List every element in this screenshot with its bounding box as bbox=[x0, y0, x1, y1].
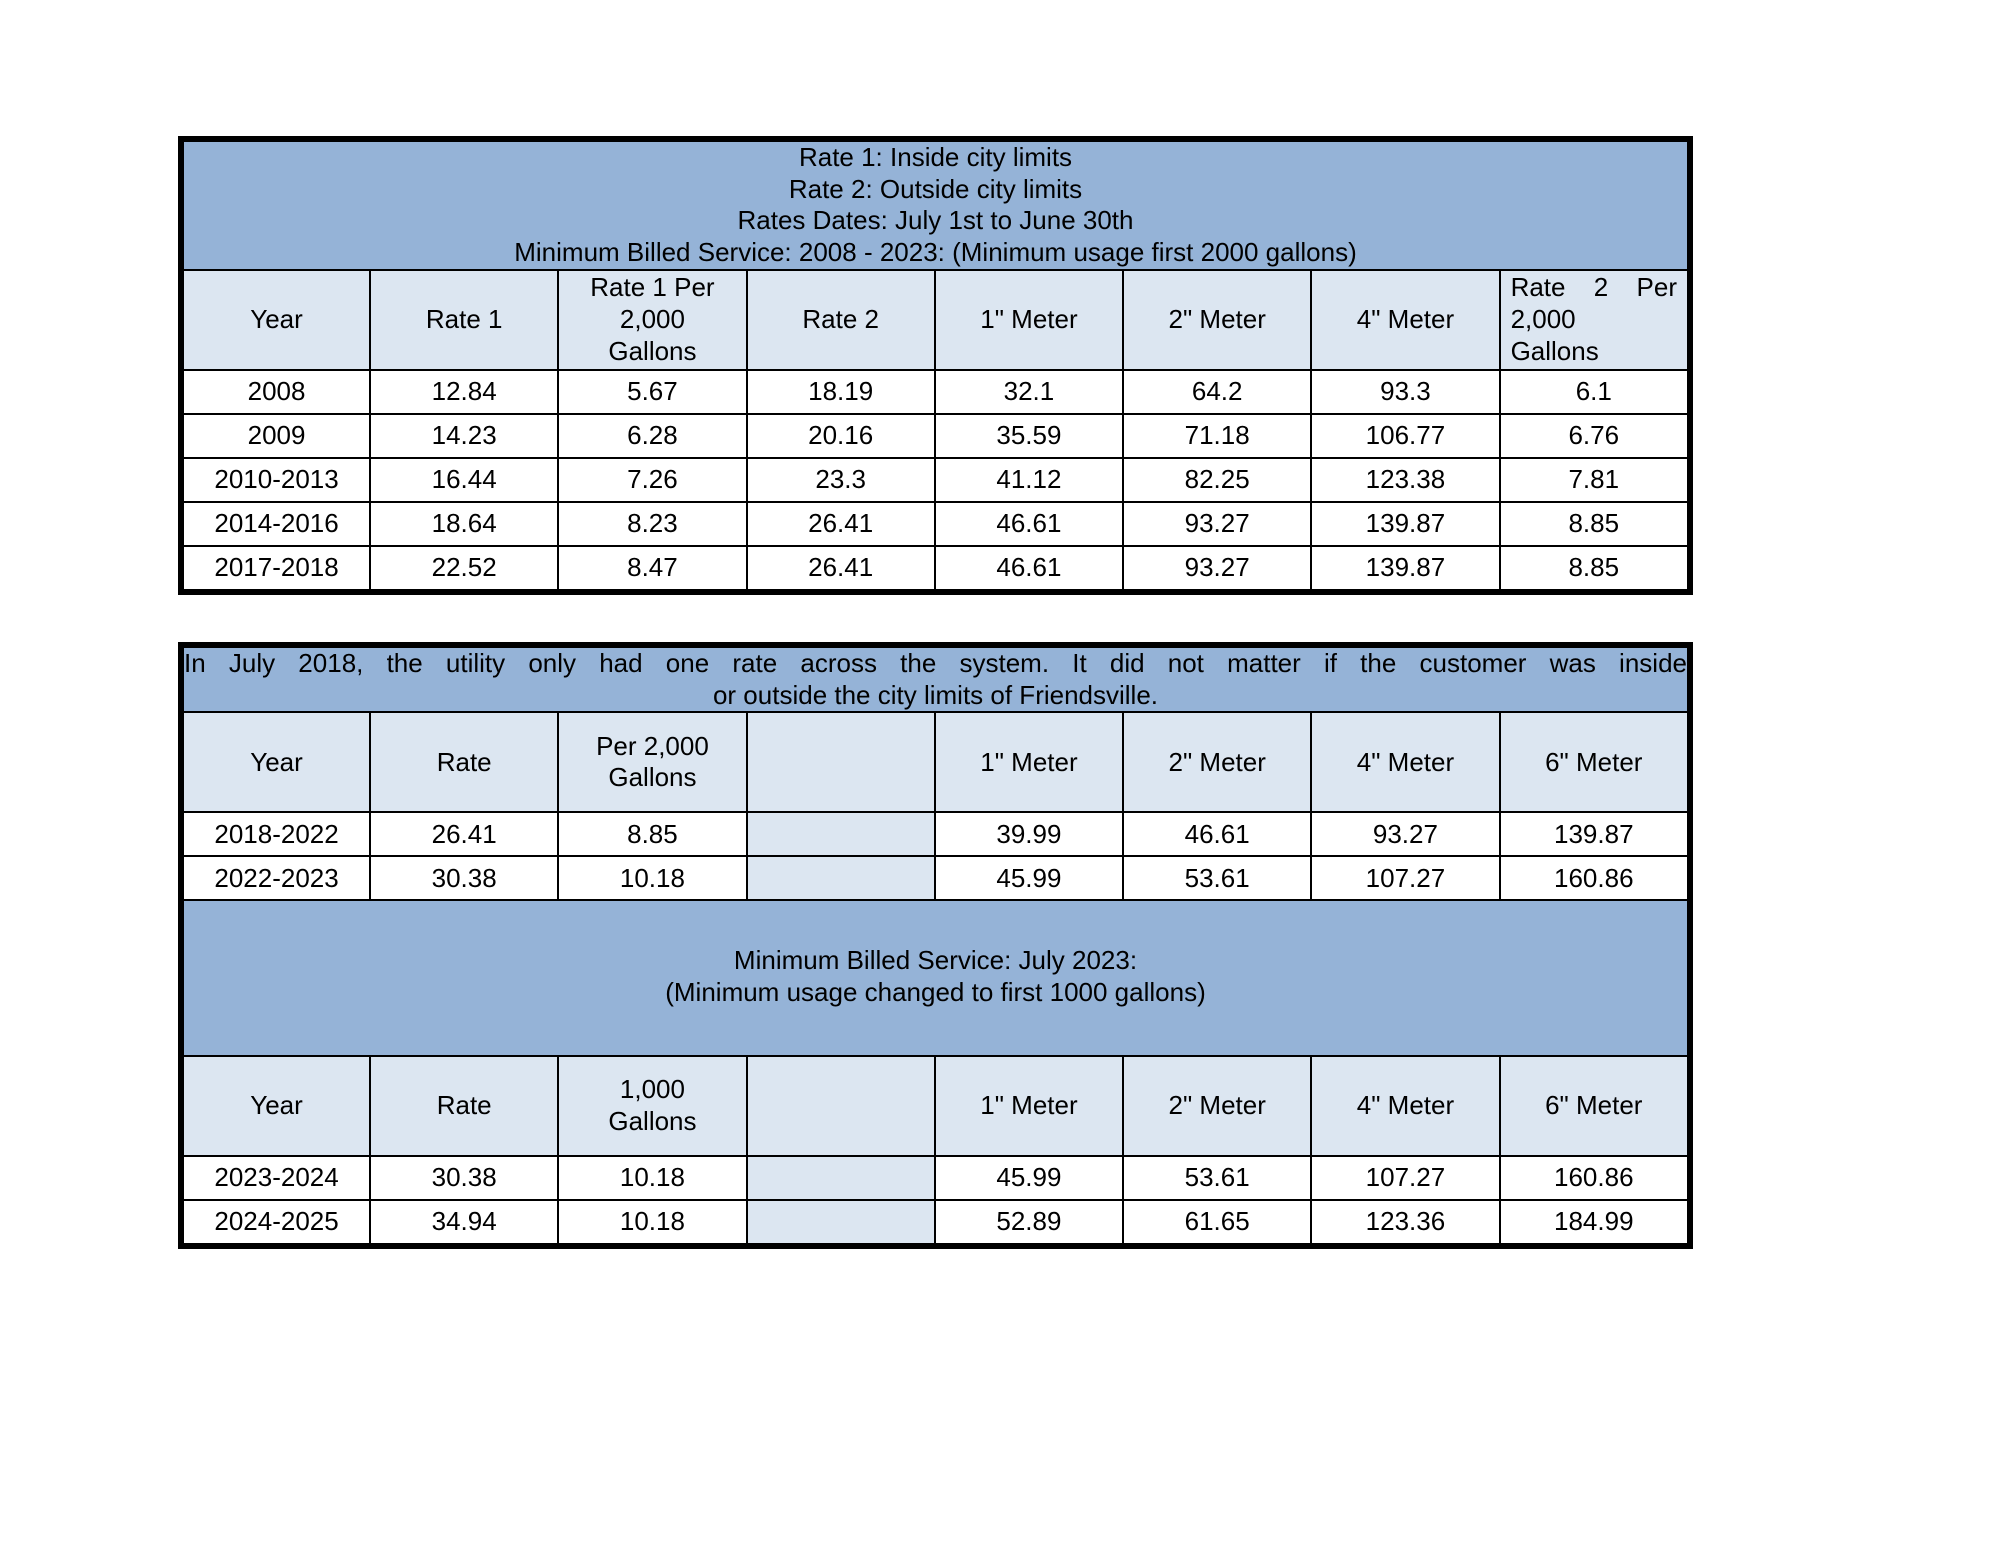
rate1-per-line-3: Gallons bbox=[608, 335, 697, 366]
banner-line-3: Rates Dates: July 1st to June 30th bbox=[737, 205, 1134, 236]
cell-1in-meter: 32.1 bbox=[935, 370, 1123, 414]
cell-6in-meter: 160.86 bbox=[1500, 1156, 1688, 1200]
cell-blank bbox=[747, 1200, 935, 1244]
cell-rate1-per: 8.47 bbox=[558, 546, 746, 590]
table-row bbox=[183, 458, 1688, 502]
column-header-rate1-per-2000-gallons bbox=[558, 270, 746, 370]
rate2-per-line-2: 2,000 bbox=[1510, 304, 1576, 335]
banner-line-4: Minimum Billed Service: 2008 - 2023: (Minimum usage first 2000 gallons) bbox=[514, 237, 1357, 268]
column-header-rate2: Rate 2 bbox=[747, 270, 935, 370]
column-header-1in-meter: 1" Meter bbox=[935, 270, 1123, 370]
cell-2in-meter: 93.27 bbox=[1123, 546, 1311, 590]
table-row bbox=[183, 1200, 1688, 1244]
cell-4in-meter: 139.87 bbox=[1311, 546, 1499, 590]
banner-line-2: or outside the city limits of Friendsville. bbox=[712, 679, 1159, 710]
cell-1in-meter: 45.99 bbox=[935, 856, 1123, 900]
rate12-banner-cell bbox=[183, 141, 1688, 270]
cell-blank bbox=[747, 1156, 935, 1200]
cell-year: 2022-2023 bbox=[183, 856, 370, 900]
cell-rate2: 26.41 bbox=[747, 546, 935, 590]
cell-1in-meter: 45.99 bbox=[935, 1156, 1123, 1200]
per-2000-line-2: Gallons bbox=[608, 762, 697, 793]
cell-rate1-per: 8.23 bbox=[558, 502, 746, 546]
rate2-per-word-rate2: Rate 2 bbox=[1510, 272, 1609, 303]
table-row bbox=[183, 414, 1688, 458]
cell-blank bbox=[747, 856, 935, 900]
banner-line-1: Minimum Billed Service: July 2023: bbox=[733, 945, 1138, 976]
cell-4in-meter: 106.77 bbox=[1311, 414, 1499, 458]
rate12-banner-row bbox=[183, 141, 1688, 270]
column-header-rate: Rate bbox=[370, 1056, 558, 1156]
cell-2in-meter: 53.61 bbox=[1123, 856, 1311, 900]
banner-line-2: (Minimum usage changed to first 1000 gallons) bbox=[665, 977, 1206, 1008]
cell-rate1-per: 5.67 bbox=[558, 370, 746, 414]
table-row bbox=[183, 812, 1688, 856]
column-header-per-2000-gallons bbox=[558, 712, 746, 812]
cell-year: 2017-2018 bbox=[183, 546, 370, 590]
cell-rate1-per: 7.26 bbox=[558, 458, 746, 502]
cell-4in-meter: 93.27 bbox=[1311, 812, 1499, 856]
cell-year: 2008 bbox=[183, 370, 370, 414]
cell-per-2000: 10.18 bbox=[558, 856, 746, 900]
cell-year: 2023-2024 bbox=[183, 1156, 370, 1200]
cell-rate: 30.38 bbox=[370, 1156, 558, 1200]
cell-year: 2014-2016 bbox=[183, 502, 370, 546]
cell-rate2-per: 6.1 bbox=[1500, 370, 1688, 414]
cell-rate: 26.41 bbox=[370, 812, 558, 856]
cell-year: 2010-2013 bbox=[183, 458, 370, 502]
cell-4in-meter: 123.36 bbox=[1311, 1200, 1499, 1244]
cell-2in-meter: 53.61 bbox=[1123, 1156, 1311, 1200]
column-header-year: Year bbox=[183, 712, 370, 812]
cell-2in-meter: 82.25 bbox=[1123, 458, 1311, 502]
cell-per-1000: 10.18 bbox=[558, 1156, 746, 1200]
cell-year: 2018-2022 bbox=[183, 812, 370, 856]
column-header-4in-meter: 4" Meter bbox=[1311, 270, 1499, 370]
column-header-2in-meter: 2" Meter bbox=[1123, 1056, 1311, 1156]
table-row bbox=[183, 856, 1688, 900]
july2023-banner-cell bbox=[183, 900, 1688, 1055]
cell-rate1: 12.84 bbox=[370, 370, 558, 414]
cell-2in-meter: 46.61 bbox=[1123, 812, 1311, 856]
rate2-per-word-per: Per bbox=[1636, 272, 1677, 303]
rate2-per-line-3: Gallons bbox=[1510, 335, 1599, 366]
single-rate-header-row bbox=[183, 712, 1688, 812]
july2023-banner-row bbox=[183, 900, 1688, 1055]
cell-rate1-per: 6.28 bbox=[558, 414, 746, 458]
cell-4in-meter: 93.3 bbox=[1311, 370, 1499, 414]
cell-2in-meter: 93.27 bbox=[1123, 502, 1311, 546]
cell-4in-meter: 139.87 bbox=[1311, 502, 1499, 546]
single-rate-banner-cell bbox=[183, 647, 1688, 712]
cell-1in-meter: 46.61 bbox=[935, 502, 1123, 546]
cell-rate: 34.94 bbox=[370, 1200, 558, 1244]
cell-rate2: 23.3 bbox=[747, 458, 935, 502]
cell-2in-meter: 61.65 bbox=[1123, 1200, 1311, 1244]
cell-1in-meter: 52.89 bbox=[935, 1200, 1123, 1244]
column-header-year: Year bbox=[183, 1056, 370, 1156]
cell-year: 2024-2025 bbox=[183, 1200, 370, 1244]
column-header-blank bbox=[747, 1056, 935, 1156]
per-2000-line-1: Per 2,000 bbox=[596, 730, 709, 761]
table-row bbox=[183, 502, 1688, 546]
cell-per-2000: 8.85 bbox=[558, 812, 746, 856]
cell-6in-meter: 139.87 bbox=[1500, 812, 1688, 856]
banner-line-1: In July 2018, the utility only had one rate across the system. It did not matter if the customer was inside bbox=[184, 648, 1687, 678]
table-row bbox=[183, 546, 1688, 590]
column-header-2in-meter: 2" Meter bbox=[1123, 270, 1311, 370]
cell-1in-meter: 46.61 bbox=[935, 546, 1123, 590]
cell-rate2: 20.16 bbox=[747, 414, 935, 458]
rate2-per-line-1 bbox=[1511, 272, 1677, 304]
cell-rate1: 16.44 bbox=[370, 458, 558, 502]
column-header-4in-meter: 4" Meter bbox=[1311, 712, 1499, 812]
column-header-rate: Rate bbox=[370, 712, 558, 812]
cell-6in-meter: 184.99 bbox=[1500, 1200, 1688, 1244]
cell-1in-meter: 39.99 bbox=[935, 812, 1123, 856]
cell-6in-meter: 160.86 bbox=[1500, 856, 1688, 900]
column-header-rate2-per-2000-gallons bbox=[1500, 270, 1688, 370]
rate1-rate2-table bbox=[182, 140, 1689, 591]
column-header-1in-meter: 1" Meter bbox=[935, 1056, 1123, 1156]
cell-rate2: 26.41 bbox=[747, 502, 935, 546]
cell-1in-meter: 35.59 bbox=[935, 414, 1123, 458]
column-header-6in-meter: 6" Meter bbox=[1500, 1056, 1688, 1156]
per-1000-line-2: Gallons bbox=[608, 1105, 697, 1136]
cell-rate1: 22.52 bbox=[370, 546, 558, 590]
rate1-per-line-1: Rate 1 Per bbox=[590, 272, 715, 303]
rate1-rate2-table-block bbox=[178, 136, 1693, 595]
july2023-header-row bbox=[183, 1056, 1688, 1156]
cell-4in-meter: 107.27 bbox=[1311, 856, 1499, 900]
cell-per-1000: 10.18 bbox=[558, 1200, 746, 1244]
column-header-blank bbox=[747, 712, 935, 812]
column-header-6in-meter: 6" Meter bbox=[1500, 712, 1688, 812]
column-header-1in-meter: 1" Meter bbox=[935, 712, 1123, 812]
cell-rate1: 18.64 bbox=[370, 502, 558, 546]
column-header-rate1: Rate 1 bbox=[370, 270, 558, 370]
cell-rate2: 18.19 bbox=[747, 370, 935, 414]
cell-rate2-per: 7.81 bbox=[1500, 458, 1688, 502]
single-rate-table-block bbox=[178, 642, 1693, 1249]
cell-1in-meter: 41.12 bbox=[935, 458, 1123, 502]
cell-rate1: 14.23 bbox=[370, 414, 558, 458]
cell-rate: 30.38 bbox=[370, 856, 558, 900]
banner-line-1: Rate 1: Inside city limits bbox=[798, 142, 1073, 172]
table-row bbox=[183, 370, 1688, 414]
rate1-per-line-2: 2,000 bbox=[619, 304, 685, 335]
single-rate-banner-row bbox=[183, 647, 1688, 712]
single-rate-table bbox=[182, 646, 1689, 1245]
table-row bbox=[183, 1156, 1688, 1200]
cell-4in-meter: 123.38 bbox=[1311, 458, 1499, 502]
cell-rate2-per: 6.76 bbox=[1500, 414, 1688, 458]
cell-2in-meter: 64.2 bbox=[1123, 370, 1311, 414]
per-1000-line-1: 1,000 bbox=[619, 1074, 685, 1105]
column-header-4in-meter: 4" Meter bbox=[1311, 1056, 1499, 1156]
cell-blank bbox=[747, 812, 935, 856]
cell-rate2-per: 8.85 bbox=[1500, 502, 1688, 546]
column-header-year: Year bbox=[183, 270, 370, 370]
cell-4in-meter: 107.27 bbox=[1311, 1156, 1499, 1200]
column-header-1000-gallons bbox=[558, 1056, 746, 1156]
banner-line-2: Rate 2: Outside city limits bbox=[788, 173, 1083, 204]
column-header-2in-meter: 2" Meter bbox=[1123, 712, 1311, 812]
cell-year: 2009 bbox=[183, 414, 370, 458]
cell-2in-meter: 71.18 bbox=[1123, 414, 1311, 458]
cell-rate2-per: 8.85 bbox=[1500, 546, 1688, 590]
rate12-header-row bbox=[183, 270, 1688, 370]
